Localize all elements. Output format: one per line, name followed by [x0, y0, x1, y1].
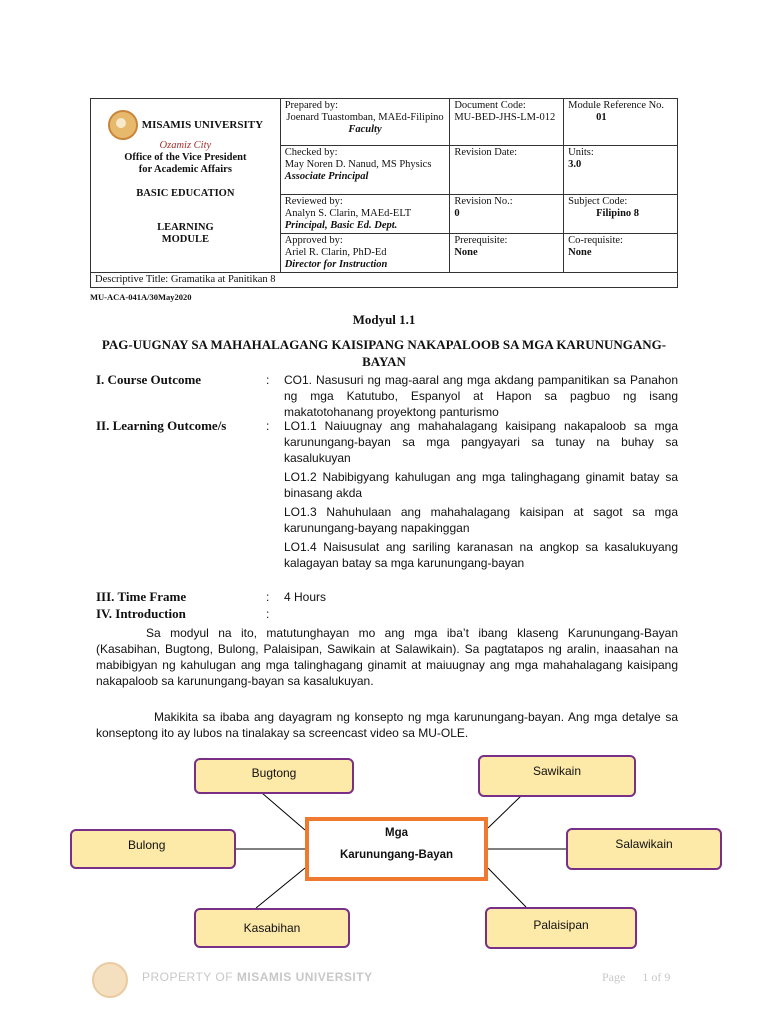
revision-no-label: Revision No.:	[454, 196, 513, 207]
footer-page-number	[602, 970, 670, 985]
office-line-2: for Academic Affairs	[138, 164, 232, 175]
learning-outcome-3: LO1.3 Nahuhulaan ang mahahalagang kaisipan at sagot sa mga karunungang-bayang napakinggan	[284, 505, 678, 535]
approved-role: Director for Instruction	[284, 259, 388, 270]
learning-outcome-1: LO1.1 Naiuugnay ang mahahalagang kaisipang nakapaloob sa mga karunungang-bayan sa mga pangyayari sa tunay na buhay sa kasalukuyan	[284, 419, 678, 465]
document-code-value: MU-BED-JHS-LM-012	[454, 112, 556, 123]
colon: :	[266, 590, 270, 604]
document-code-label: Document Code:	[454, 100, 526, 111]
revision-date-label: Revision Date:	[454, 147, 518, 158]
node-sawikain: Sawikain	[478, 755, 636, 797]
reviewed-role: Principal, Basic Ed. Dept.	[284, 220, 398, 231]
learning-outcome-4: LO1.4 Naisusulat ang sariling karanasan na angkop sa kasalukuyang kalagayan batay sa mga karunungang-bayan	[284, 540, 678, 570]
descriptive-title: Descriptive Title: Gramatika at Panitikan 8	[91, 273, 678, 288]
module-ref-value: 01	[596, 112, 607, 123]
office-line-1: Office of the Vice President	[124, 152, 247, 163]
footer-property-prefix: PROPERTY OF	[142, 970, 237, 984]
center-line-2: Karunungang-Bayan	[339, 849, 454, 861]
prerequisite-value: None	[454, 247, 478, 258]
units-label: Units:	[568, 147, 594, 158]
time-frame-value: 4 Hours	[284, 590, 327, 604]
revision-no-value: 0	[454, 208, 460, 219]
connector-palaisipan	[488, 868, 526, 907]
prepared-role: Faculty	[348, 124, 382, 135]
prepared-label: Prepared by:	[284, 100, 339, 111]
corequisite-value: None	[568, 247, 592, 258]
footer-page-label: Page	[602, 970, 626, 984]
introduction-paragraph-1: Sa modyul na ito, matutunghayan mo ang mga iba’t ibang klaseng Karunungang-Bayan (Kasabihan, Bugtong, Bulong, Palaisipan, Sawikain at Salawikain). Sa pagtatapos ng aralin, inaasahan na mabibigyan ng kahulugan ang mga talinghagang ginamit at maiuugnay ang mga mahahalagang kaisipang nakapaloob sa karunungang-bayan sa kasalukuyan.	[96, 626, 678, 688]
subject-code-value: Filipino 8	[596, 208, 640, 219]
approved-label: Approved by:	[284, 235, 343, 246]
learning-module-line-1: LEARNING	[157, 222, 214, 233]
node-bugtong: Bugtong	[194, 758, 354, 794]
footer-page-of: 1 of 9	[642, 970, 671, 984]
module-ref-label: Module Reference No.	[568, 100, 665, 111]
introduction-label: IV. Introduction	[96, 606, 186, 621]
units-value: 3.0	[568, 159, 582, 170]
learning-outcomes-label: II. Learning Outcome/s	[96, 418, 227, 433]
node-bulong: Bulong	[70, 829, 236, 869]
prerequisite-label: Prerequisite:	[454, 235, 508, 246]
checked-role: Associate Principal	[284, 171, 369, 182]
center-node	[305, 817, 488, 881]
checked-label: Checked by:	[284, 147, 338, 158]
colon: :	[266, 419, 270, 433]
node-palaisipan: Palaisipan	[485, 907, 637, 949]
corequisite-label: Co-requisite:	[568, 235, 623, 246]
department: BASIC EDUCATION	[136, 188, 235, 199]
connector-kasabihan	[256, 868, 305, 908]
connector-sawikain	[488, 796, 521, 828]
module-subtitle: PAG-UUGNAY SA MAHAHALAGANG KAISIPANG NAKAPALOOB SA MGA KARUNUNGANG-BAYAN	[101, 337, 667, 369]
footer-property-name: MISAMIS UNIVERSITY	[236, 970, 373, 984]
reviewed-name: Analyn S. Clarin, MAEd-ELT	[284, 208, 412, 219]
module-title: Modyul 1.1	[352, 312, 416, 327]
introduction-paragraph-2: Makikita sa ibaba ang dayagram ng konsepto ng mga karunungang-bayan. Ang mga detalye sa konseptong ito ay lubos na tinalakay sa screencast video sa MU-OLE.	[96, 710, 678, 740]
course-outcome-label: I. Course Outcome	[96, 372, 202, 387]
prepared-name: Joenard Tuastomban, MAEd-Filipino	[286, 112, 444, 123]
footer-property	[142, 970, 373, 984]
node-kasabihan: Kasabihan	[194, 908, 350, 948]
reviewed-label: Reviewed by:	[284, 196, 343, 207]
colon: :	[266, 373, 270, 387]
form-code: MU-ACA-041A/30May2020	[90, 292, 192, 302]
learning-module-line-2: MODULE	[161, 234, 209, 245]
time-frame-label: III. Time Frame	[96, 589, 187, 604]
university-name: MISAMIS UNIVERSITY	[141, 119, 264, 131]
approved-name: Ariel R. Clarin, PhD-Ed	[284, 247, 387, 258]
center-line-1: Mga	[385, 827, 408, 839]
node-salawikain: Salawikain	[566, 828, 722, 870]
colon: :	[266, 607, 270, 621]
checked-name: May Noren D. Nanud, MS Physics	[284, 159, 432, 170]
learning-outcome-2: LO1.2 Nabibigyang kahulugan ang mga talinghagang ginamit batay sa binasang akda	[284, 470, 678, 500]
subject-code-label: Subject Code:	[568, 196, 628, 207]
course-outcome-text: CO1. Nasusuri ng mag-aaral ang mga akdang pampanitikan sa Panahon ng mga Katutubo, Espanyol at Hapon sa pagbuo ng isang makatotohanang proyektong panturismo	[284, 373, 678, 419]
connector-bugtong	[262, 793, 305, 830]
footer-seal-icon	[92, 962, 128, 998]
university-city: Ozamiz City	[159, 140, 212, 151]
